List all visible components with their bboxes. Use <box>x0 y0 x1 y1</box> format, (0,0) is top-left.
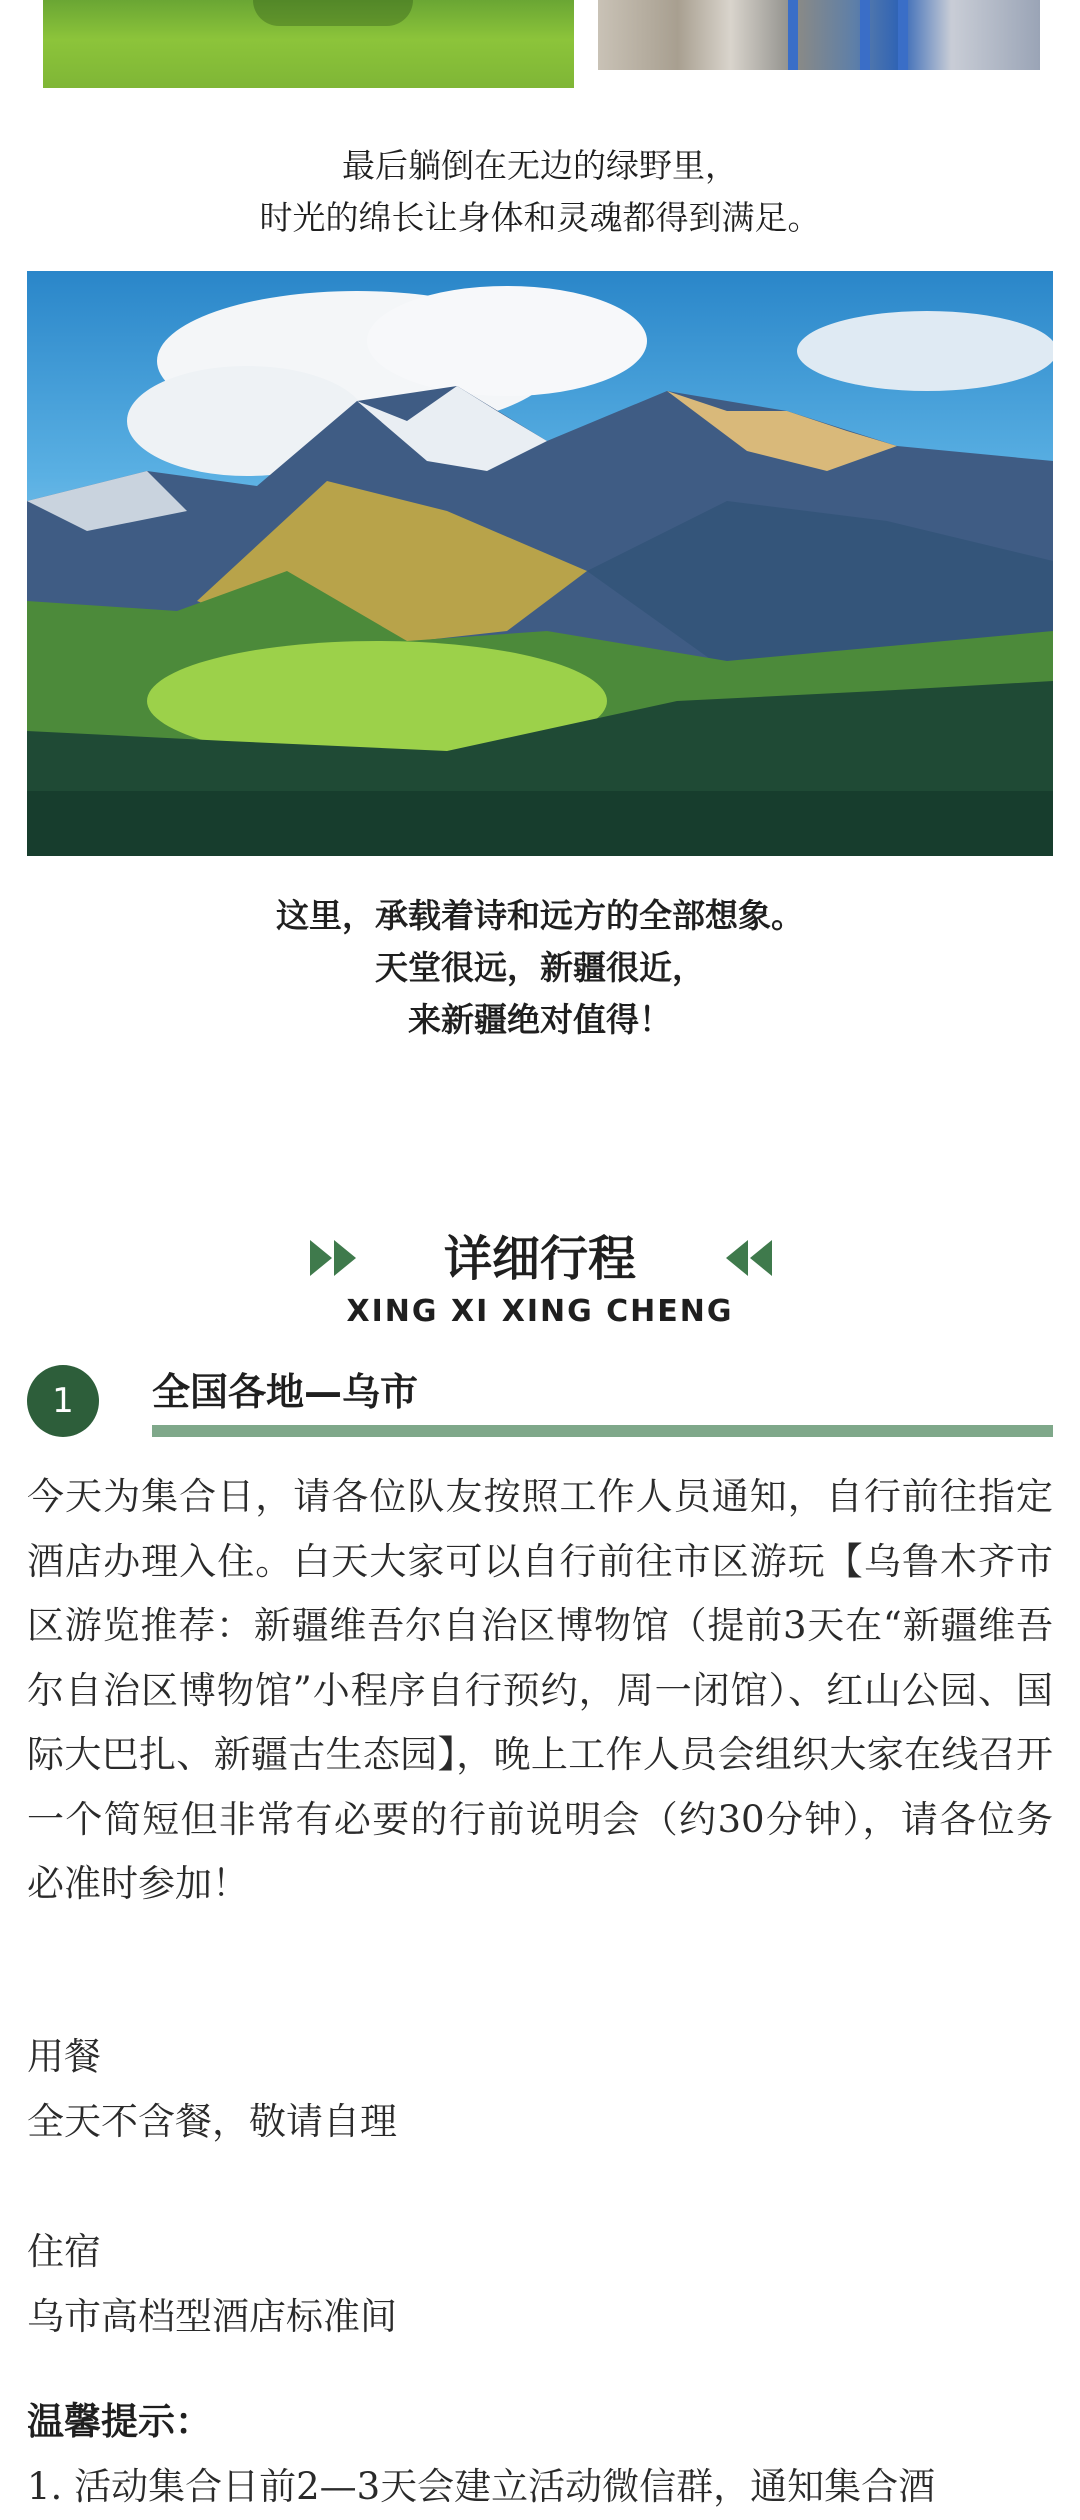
meadow-photo <box>43 0 574 88</box>
building-photo <box>598 0 1040 70</box>
caption-poetry: 这里，承载着诗和远方的全部想象。 天堂很远，新疆很近， 来新疆绝对值得！ <box>276 896 804 1039</box>
day-1-header <box>27 1365 1053 1445</box>
accommodation-value: 乌市高档型酒店标准间 <box>27 2295 397 2338</box>
day-1-description: 今天为集合日，请各位队友按照工作人员通知，自行前往指定酒店办理入住。白天大家可以自行前往市区游玩【乌鲁木齐市区游览推荐：新疆维吾尔自治区博物馆（提前3天在“新疆维吾尔自治区博物馆”小程序自行预约，周一闭馆）、红山公园、国际大巴扎、新疆古生态园】，晚上工作人员会组织大家在线召开一个简短但非常有必要的行前说明会（约30分钟），请各位务必准时参加！ <box>27 1475 1053 1905</box>
mountain-landscape-photo <box>27 271 1053 856</box>
section-title: 详细行程 <box>443 1231 636 1287</box>
accommodation-label: 住宿 <box>27 2230 101 2273</box>
itinerary-section-header <box>0 1230 1080 1340</box>
tip-item-1: 1. 活动集合日前2—3天会建立活动微信群，通知集合酒 <box>27 2465 936 2508</box>
day-number-badge: 1 <box>27 1365 99 1437</box>
double-arrow-left-icon <box>720 1238 772 1278</box>
meal-label: 用餐 <box>27 2035 101 2078</box>
day-title-underline <box>152 1425 1053 1437</box>
meal-value: 全天不含餐，敬请自理 <box>27 2100 397 2143</box>
section-subtitle: XING XI XING CHENG <box>346 1294 734 1329</box>
day-title: 全国各地—乌市 <box>152 1370 419 1414</box>
tips-title: 温馨提示： <box>27 2400 212 2443</box>
caption-meadow: 最后躺倒在无边的绿野里， 时光的绵长让身体和灵魂都得到满足。 <box>259 146 821 237</box>
